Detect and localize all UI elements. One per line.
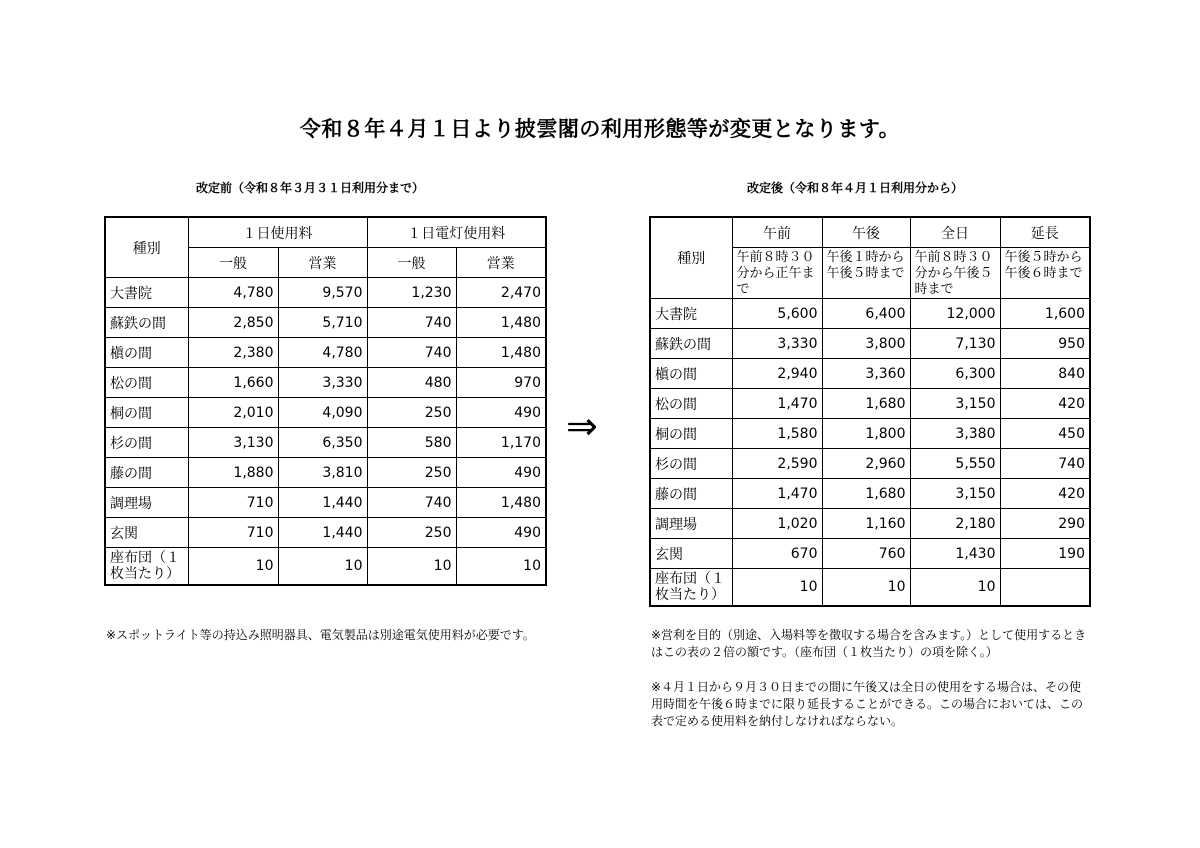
page-title: 令和８年４月１日より披雲閣の利用形態等が変更となります。 <box>299 117 901 141</box>
fee-cell: 3,130 <box>188 428 278 458</box>
table-row <box>650 329 1090 359</box>
fee-cell: 3,150 <box>910 389 1000 419</box>
fee-cell: 190 <box>1000 539 1090 569</box>
fee-cell: 1,580 <box>732 419 822 449</box>
table-row <box>650 479 1090 509</box>
fee-cell: 7,130 <box>910 329 1000 359</box>
fee-cell: 1,480 <box>456 338 546 368</box>
morning-time-range: 午前８時３０分から正午まで <box>732 248 822 299</box>
fee-cell: 970 <box>456 368 546 398</box>
table-row <box>105 338 546 368</box>
fee-cell: 740 <box>367 488 456 518</box>
fee-cell: 740 <box>367 308 456 338</box>
caption-after-revision: 改定後（令和８年４月１日利用分から） <box>747 181 964 195</box>
fee-cell: 490 <box>456 518 546 548</box>
business-header: 営業 <box>456 248 546 278</box>
fee-cell: 1,470 <box>732 389 822 419</box>
fee-cell: 1,440 <box>278 488 367 518</box>
fee-cell: 490 <box>456 398 546 428</box>
type-header: 種別 <box>650 217 732 299</box>
morning-header: 午前 <box>732 217 822 248</box>
row-name-line1: 座布団（１ <box>655 571 725 587</box>
row-name-line1: 座布団（１ <box>110 550 180 566</box>
row-name-line2: 枚当たり） <box>110 566 180 582</box>
row-name: 調理場 <box>105 488 188 518</box>
fee-cell: 4,780 <box>188 278 278 308</box>
afternoon-time-range: 午後１時から午後５時まで <box>822 248 910 299</box>
table-row <box>105 368 546 398</box>
table-row <box>105 488 546 518</box>
fee-cell: 1,430 <box>910 539 1000 569</box>
extension-header: 延長 <box>1000 217 1090 248</box>
row-name: 蘇鉄の間 <box>105 308 188 338</box>
table-row <box>105 278 546 308</box>
fee-cell: 480 <box>367 368 456 398</box>
fee-cell: 3,810 <box>278 458 367 488</box>
fee-cell: 710 <box>188 518 278 548</box>
fee-cell: 2,940 <box>732 359 822 389</box>
fee-cell: 4,090 <box>278 398 367 428</box>
fee-cell: 6,300 <box>910 359 1000 389</box>
table-row <box>650 359 1090 389</box>
fee-cell: 1,160 <box>822 509 910 539</box>
afternoon-header: 午後 <box>822 217 910 248</box>
row-name: 調理場 <box>650 509 732 539</box>
table-row <box>105 518 546 548</box>
fee-cell: 2,470 <box>456 278 546 308</box>
fee-cell: 5,600 <box>732 299 822 329</box>
full-day-time-range: 午前８時３０分から午後５時まで <box>910 248 1000 299</box>
type-header: 種別 <box>105 217 188 278</box>
table-row <box>650 569 1090 607</box>
fee-cell: 420 <box>1000 389 1090 419</box>
row-name: 藤の間 <box>650 479 732 509</box>
fee-cell: 1,480 <box>456 308 546 338</box>
fee-cell <box>1000 569 1090 607</box>
fee-cell: 4,780 <box>278 338 367 368</box>
caption-before-revision: 改定前（令和８年３月３１日利用分まで） <box>196 181 425 195</box>
fee-cell: 1,880 <box>188 458 278 488</box>
fee-cell: 2,380 <box>188 338 278 368</box>
fee-cell: 760 <box>822 539 910 569</box>
fee-cell: 3,380 <box>910 419 1000 449</box>
fee-cell: 1,660 <box>188 368 278 398</box>
row-name: 大書院 <box>650 299 732 329</box>
fee-cell: 740 <box>1000 449 1090 479</box>
fee-cell: 2,960 <box>822 449 910 479</box>
fee-cell: 1,680 <box>822 479 910 509</box>
table-row <box>650 389 1090 419</box>
fee-cell: 10 <box>367 548 456 586</box>
fee-cell: 1,480 <box>456 488 546 518</box>
fee-cell: 5,550 <box>910 449 1000 479</box>
fee-cell: 10 <box>456 548 546 586</box>
fee-cell: 450 <box>1000 419 1090 449</box>
fee-cell: 6,400 <box>822 299 910 329</box>
fee-cell: 10 <box>822 569 910 607</box>
fee-table-before <box>104 216 547 586</box>
row-name: 松の間 <box>105 368 188 398</box>
table-row <box>105 308 546 338</box>
fee-cell: 3,800 <box>822 329 910 359</box>
fee-cell: 3,360 <box>822 359 910 389</box>
row-name: 桐の間 <box>650 419 732 449</box>
fee-cell: 1,600 <box>1000 299 1090 329</box>
row-name: 桐の間 <box>105 398 188 428</box>
row-name: 蘇鉄の間 <box>650 329 732 359</box>
fee-cell: 1,020 <box>732 509 822 539</box>
fee-cell: 670 <box>732 539 822 569</box>
fee-cell: 2,010 <box>188 398 278 428</box>
fee-cell: 250 <box>367 458 456 488</box>
table-row <box>105 428 546 458</box>
fee-cell: 580 <box>367 428 456 458</box>
row-name: 松の間 <box>650 389 732 419</box>
row-name: 玄関 <box>105 518 188 548</box>
right-arrow-icon: ⇒ <box>566 404 598 448</box>
fee-cell: 490 <box>456 458 546 488</box>
fee-cell: 1,470 <box>732 479 822 509</box>
note-commercial-use: ※営利を目的（別途、入場料等を徴収する場合を含みます。）として使用するときはこの表の２倍の額です。（座布団（１枚当たり）の項を除く。） <box>651 628 1087 659</box>
fee-cell: 12,000 <box>910 299 1000 329</box>
fee-cell: 250 <box>367 518 456 548</box>
note-extension: ※４月１日から９月３０日までの間に午後又は全日の使用をする場合は、その使用時間を午後６時までに限り延長することができる。この場合においては、この表で定める使用料を納付しなければならない。 <box>651 680 1084 728</box>
fee-cell: 290 <box>1000 509 1090 539</box>
fee-cell: 10 <box>910 569 1000 607</box>
row-name-line2: 枚当たり） <box>655 587 725 603</box>
fee-cell: 1,680 <box>822 389 910 419</box>
fee-cell: 2,850 <box>188 308 278 338</box>
general-header: 一般 <box>367 248 456 278</box>
general-header: 一般 <box>188 248 278 278</box>
fee-cell: 1,170 <box>456 428 546 458</box>
fee-cell: 9,570 <box>278 278 367 308</box>
fee-cell: 10 <box>278 548 367 586</box>
fee-cell: 3,150 <box>910 479 1000 509</box>
fee-cell: 6,350 <box>278 428 367 458</box>
table-row <box>650 509 1090 539</box>
fee-cell: 710 <box>188 488 278 518</box>
table-row <box>105 398 546 428</box>
daily-fee-header: １日使用料 <box>188 217 367 248</box>
row-name <box>650 569 732 607</box>
row-name: 玄関 <box>650 539 732 569</box>
fee-table-after <box>649 216 1091 607</box>
fee-cell: 250 <box>367 398 456 428</box>
fee-cell: 740 <box>367 338 456 368</box>
row-name: 杉の間 <box>105 428 188 458</box>
note-before: ※スポットライト等の持込み照明器具、電気製品は別途電気使用料が必要です。 <box>106 628 535 642</box>
fee-cell: 3,330 <box>732 329 822 359</box>
row-name: 杉の間 <box>650 449 732 479</box>
fee-cell: 840 <box>1000 359 1090 389</box>
fee-cell: 5,710 <box>278 308 367 338</box>
table-row <box>650 539 1090 569</box>
fee-cell: 10 <box>188 548 278 586</box>
fee-cell: 420 <box>1000 479 1090 509</box>
table-row <box>650 299 1090 329</box>
fee-cell: 2,590 <box>732 449 822 479</box>
table-row <box>650 449 1090 479</box>
table-row <box>105 548 546 586</box>
fee-cell: 1,440 <box>278 518 367 548</box>
fee-cell: 1,800 <box>822 419 910 449</box>
row-name: 大書院 <box>105 278 188 308</box>
full-day-header: 全日 <box>910 217 1000 248</box>
row-name <box>105 548 188 586</box>
row-name: 藤の間 <box>105 458 188 488</box>
table-row <box>650 419 1090 449</box>
daily-light-fee-header: １日電灯使用料 <box>367 217 546 248</box>
fee-cell: 1,230 <box>367 278 456 308</box>
row-name: 槇の間 <box>105 338 188 368</box>
table-row <box>105 458 546 488</box>
business-header: 営業 <box>278 248 367 278</box>
extension-time-range: 午後５時から午後６時まで <box>1000 248 1090 299</box>
fee-cell: 950 <box>1000 329 1090 359</box>
fee-cell: 3,330 <box>278 368 367 398</box>
fee-cell: 2,180 <box>910 509 1000 539</box>
row-name: 槇の間 <box>650 359 732 389</box>
fee-cell: 10 <box>732 569 822 607</box>
